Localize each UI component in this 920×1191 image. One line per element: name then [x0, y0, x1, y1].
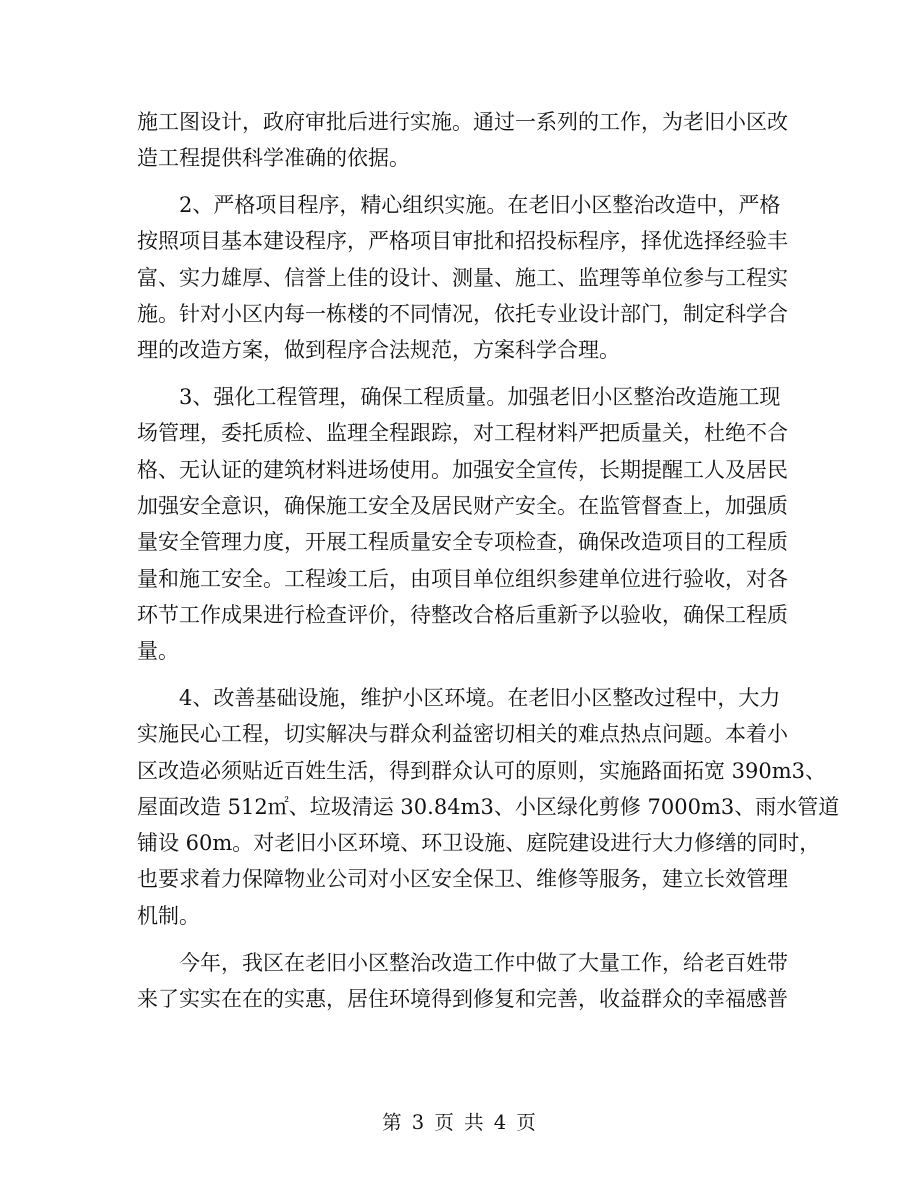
text-line: 机制。: [137, 903, 200, 928]
text-line: 量。: [137, 639, 179, 664]
text-line: 格、无认证的建筑材料进场使用。加强安全宣传，长期提醒工人及居民: [137, 457, 788, 482]
text-line: 施工图设计，政府审批后进行实施。通过一系列的工作，为老旧小区改: [137, 110, 788, 134]
page-number-footer: 第 3 页 共 4 页: [382, 1111, 538, 1134]
text-line: 造工程提供科学准确的依据。: [137, 146, 410, 171]
text-line: 今年，我区在老旧小区整治改造工作中做了大量工作，给老百姓带: [137, 950, 788, 975]
text-line: 也要求着力保障物业公司对小区安全保卫、维修等服务，建立长效管理: [137, 867, 788, 892]
text-line: 4、改善基础设施，维护小区环境。在老旧小区整改过程中，大力: [137, 685, 781, 710]
paragraph-gap: [137, 177, 785, 188]
text-line: 区改造必须贴近百姓生活，得到群众认可的原则，实施路面拓宽 390m3、: [137, 758, 827, 783]
text-line: 屋面改造 512㎡、垃圾清运 30.84m3、小区绿化剪修 7000m3、雨水管道: [137, 794, 840, 819]
paragraph-gap: [137, 669, 785, 680]
text-line: 量安全管理力度，开展工程质量安全专项检查，确保改造项目的工程质: [137, 530, 788, 555]
text-line: 2、严格项目程序，精心组织实施。在老旧小区整治改造中，严格: [137, 193, 781, 218]
text-line: 场管理，委托质检、监理全程跟踪，对工程材料严把质量关，杜绝不合: [137, 421, 788, 446]
text-line: 铺设 60m。对老旧小区环境、环卫设施、庭院建设进行大力修缮的同时，: [137, 831, 821, 856]
text-line: 3、强化工程管理，确保工程质量。加强老旧小区整治改造施工现: [137, 385, 781, 410]
text-line: 环节工作成果进行检查评价，待整改合格后重新予以验收，确保工程质: [137, 602, 788, 627]
text-line: 理的改造方案，做到程序合法规范，方案科学合理。: [137, 338, 620, 363]
text-line: 富、实力雄厚、信誉上佳的设计、测量、施工、监理等单位参与工程实: [137, 265, 788, 290]
text-line: 按照项目基本建设程序，严格项目审批和招投标程序，择优选择经验丰: [137, 229, 788, 254]
text-line: 来了实实在在的实惠，居住环境得到修复和完善，收益群众的幸福感普: [137, 986, 788, 1011]
document-body: [137, 104, 840, 1017]
paragraph-gap: [137, 369, 785, 380]
text-line: 加强安全意识，确保施工安全及居民财产安全。在监管督查上，加强质: [137, 493, 788, 518]
paragraph-gap: [137, 934, 785, 945]
text-line: 量和施工安全。工程竣工后，由项目单位组织参建单位进行验收，对各: [137, 566, 788, 591]
text-line: 施。针对小区内每一栋楼的不同情况，依托专业设计部门，制定科学合: [137, 301, 788, 326]
text-line: 实施民心工程，切实解决与群众利益密切相关的难点热点问题。本着小: [137, 722, 788, 747]
